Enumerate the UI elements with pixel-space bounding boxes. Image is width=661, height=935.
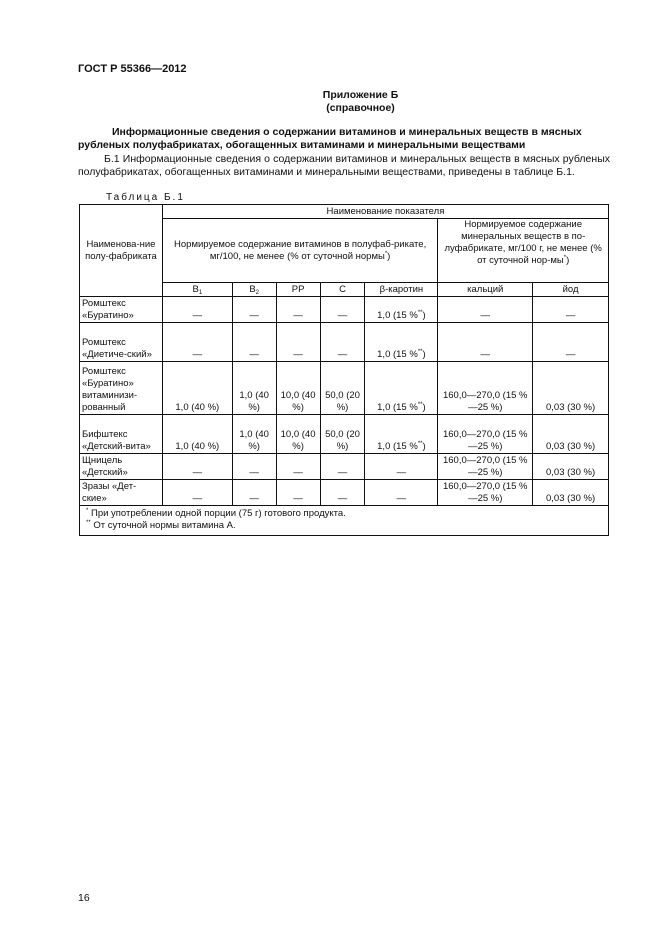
footnote-2: ** От суточной нормы витамина А. — [86, 520, 236, 531]
table-row — [80, 415, 609, 454]
sub-calcium: кальций — [438, 283, 533, 297]
cell-iodine: — — [533, 297, 609, 323]
cell-iodine: 0,03 (30 %) — [533, 362, 609, 415]
cell-c: — — [320, 323, 365, 362]
table-row — [80, 480, 609, 506]
cell-iodine: — — [533, 323, 609, 362]
cell-pp: 10,0 (40 %) — [276, 415, 320, 454]
sub-c: С — [320, 283, 365, 297]
cell-calcium: 160,0—270,0 (15 %—25 %) — [438, 362, 533, 415]
cell-pp: — — [276, 454, 320, 480]
cell-pp: 10,0 (40 %) — [276, 362, 320, 415]
intro-paragraph: Б.1 Информационные сведения о содержании витаминов и минеральных веществ в мясных рубленых полуфабрикатах, обогащенных витаминами и минеральными веществами, приведены в таблице Б.1. — [78, 153, 610, 178]
table-row — [80, 297, 609, 323]
group-header: Наименование показателя — [162, 205, 608, 219]
sub-b1: $В_1$ — [162, 283, 232, 297]
cell-b1: — — [162, 454, 232, 480]
cell-beta: 1,0 (15 %**) — [365, 362, 438, 415]
cell-b1: — — [162, 323, 232, 362]
cell-pp: — — [276, 480, 320, 506]
cell-calcium: 160,0—270,0 (15 %—25 %) — [438, 415, 533, 454]
cell-b2: 1,0 (40 %) — [232, 415, 276, 454]
page-number: 16 — [78, 892, 90, 904]
row-name: Ромштекс «Буратино» — [80, 297, 163, 323]
data-table — [79, 204, 609, 536]
cell-b1: 1,0 (40 %) — [162, 415, 232, 454]
cell-c: — — [320, 480, 365, 506]
cell-calcium: 160,0—270,0 (15 %—25 %) — [438, 454, 533, 480]
cell-c: — — [320, 297, 365, 323]
cell-iodine: 0,03 (30 %) — [533, 480, 609, 506]
cell-beta: 1,0 (15 %**) — [365, 297, 438, 323]
document-header: ГОСТ Р 55366—2012 — [78, 63, 187, 75]
table-row — [80, 362, 609, 415]
section-caption: Информационные сведения о содержании витаминов и минеральных веществ в мясных рубленых полуфабрикатах, обогащенных витаминами и минеральными веществами — [78, 126, 582, 151]
cell-b1: 1,0 (40 %) — [162, 362, 232, 415]
row-name: Ромштекс «Буратино» витаминизи-рованный — [80, 362, 163, 415]
table-footnotes — [80, 506, 609, 536]
sub-beta: β-каротин — [365, 283, 438, 297]
cell-iodine: 0,03 (30 %) — [533, 454, 609, 480]
minerals-header: Нормируемое содержание минеральных веществ в по-луфабрикате, мг/100 г, не менее (% от суточной нор-мы*) — [438, 219, 609, 283]
cell-b2: — — [232, 480, 276, 506]
vitamins-header: Нормируемое содержание витаминов в полуфаб-рикате, мг/100, не менее (% от суточной нормы*) — [162, 219, 437, 283]
row-name: Ромштекс «Диетиче-ский» — [80, 323, 163, 362]
cell-beta: 1,0 (15 %**) — [365, 323, 438, 362]
cell-b1: — — [162, 480, 232, 506]
footnote-1: * При употреблении одной порции (75 г) готового продукта. — [86, 508, 346, 519]
sub-iodine: йод — [533, 283, 609, 297]
cell-calcium: — — [438, 323, 533, 362]
sub-pp: РР — [276, 283, 320, 297]
cell-b2: — — [232, 323, 276, 362]
row-name: Зразы «Дет-ские» — [80, 480, 163, 506]
cell-beta: — — [365, 480, 438, 506]
appendix-subtitle: (справочное) — [326, 102, 395, 114]
cell-beta: 1,0 (15 %**) — [365, 415, 438, 454]
table-row — [80, 454, 609, 480]
cell-b2: — — [232, 454, 276, 480]
cell-c: — — [320, 454, 365, 480]
row-name: Бифштекс «Детский-вита» — [80, 415, 163, 454]
table-row — [80, 323, 609, 362]
cell-pp: — — [276, 323, 320, 362]
row-name: Щницель «Детский» — [80, 454, 163, 480]
table-label: Таблица Б.1 — [106, 192, 185, 203]
cell-beta: — — [365, 454, 438, 480]
cell-iodine: 0,03 (30 %) — [533, 415, 609, 454]
appendix-title: Приложение Б — [322, 89, 399, 101]
cell-b1: — — [162, 297, 232, 323]
sub-b2: $В_2$ — [232, 283, 276, 297]
cell-calcium: — — [438, 297, 533, 323]
cell-calcium: 160,0—270,0 (15 % —25 %) — [438, 480, 533, 506]
col-name-header: Наименова-ние полу-фабриката — [80, 205, 163, 297]
cell-pp: — — [276, 297, 320, 323]
cell-c: 50,0 (20 %) — [320, 362, 365, 415]
cell-b2: 1,0 (40 %) — [232, 362, 276, 415]
cell-b2: — — [232, 297, 276, 323]
cell-c: 50,0 (20 %) — [320, 415, 365, 454]
